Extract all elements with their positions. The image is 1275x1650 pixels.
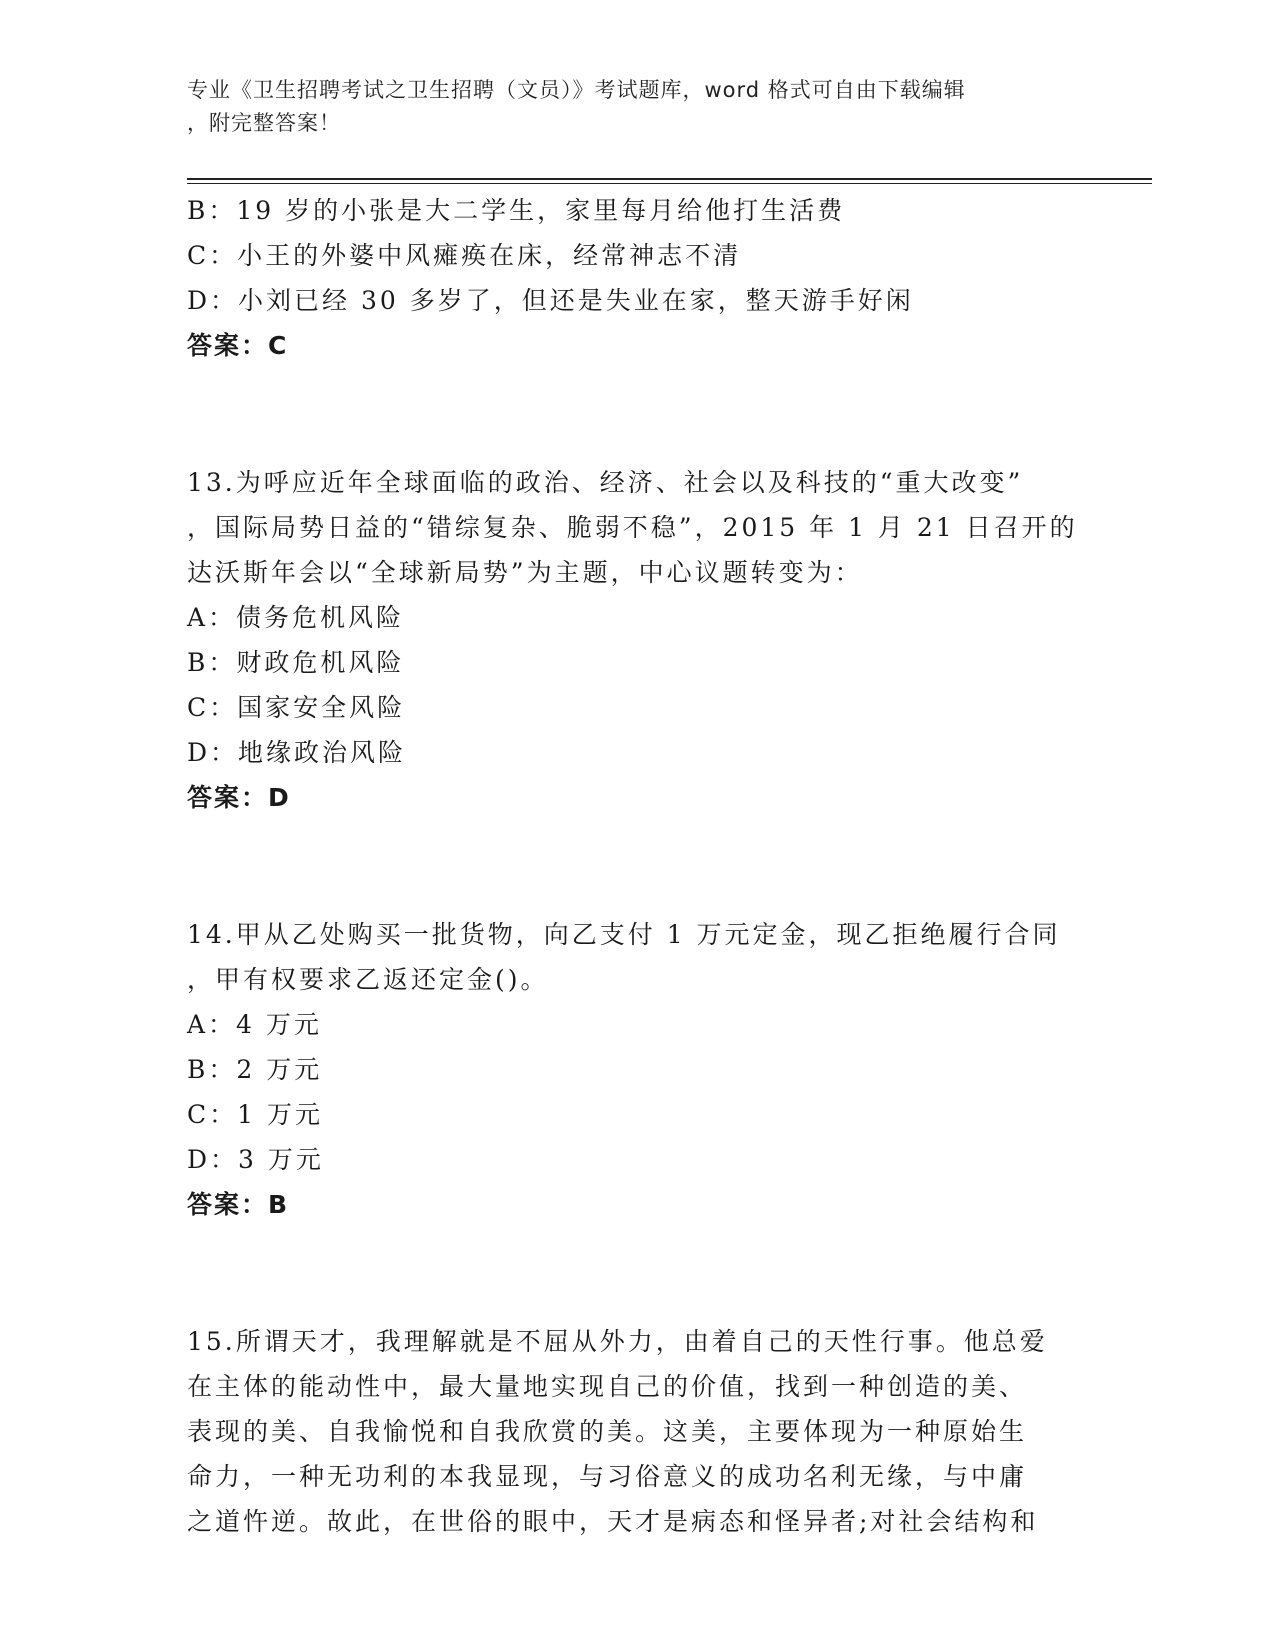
q13-option-b: B：财政危机风险 (187, 648, 405, 677)
q14-stem-line: ，甲有权要求乙返还定金()。 (187, 965, 549, 994)
q14-answer: 答案：B (187, 1190, 290, 1219)
q13-option-c: C：国家安全风险 (187, 693, 406, 722)
q15-stem-line: 之道忤逆。故此，在世俗的眼中，天才是病态和怪异者;对社会结构和 (187, 1507, 1039, 1536)
q15-stem-line: 表现的美、自我愉悦和自我欣赏的美。这美，主要体现为一种原始生 (187, 1417, 1028, 1446)
q14-stem-line: 14.甲从乙处购买一批货物，向乙支付 1 万元定金，现乙拒绝履行合同 (187, 920, 1061, 949)
page-header (187, 74, 1087, 140)
q15-stem-line: 15.所谓天才，我理解就是不屈从外力，由着自己的天性行事。他总爱 (187, 1327, 1048, 1356)
q12-option-b: B：19 岁的小张是大二学生，家里每月给他打生活费 (187, 196, 846, 225)
q14-option-b: B：2 万元 (187, 1055, 323, 1084)
q13-answer: 答案：D (187, 783, 291, 812)
q12-option-c: C：小王的外婆中风瘫痪在床，经常神志不清 (187, 241, 742, 270)
header-line-2: ，附完整答案！ (187, 111, 341, 135)
question-12 (187, 188, 1137, 368)
header-rule-thin (187, 183, 1152, 184)
header-rule-thick (187, 178, 1152, 180)
question-14 (187, 912, 1137, 1227)
q15-stem-line: 在主体的能动性中，最大量地实现自己的价值，找到一种创造的美、 (187, 1372, 1028, 1401)
question-15 (187, 1319, 1137, 1544)
q14-option-c: C：1 万元 (187, 1100, 323, 1129)
document-body (187, 188, 1137, 1544)
q13-option-d: D：地缘政治风险 (187, 738, 407, 767)
q14-option-d: D：3 万元 (187, 1145, 324, 1174)
q13-stem-line: ，国际局势日益的“错综复杂、脆弱不稳”，2015 年 1 月 21 日召开的 (187, 513, 1078, 542)
q14-option-a: A：4 万元 (187, 1010, 322, 1039)
q12-answer: 答案：C (187, 331, 289, 360)
q13-stem-line: 达沃斯年会以“全球新局势”为主题，中心议题转变为： (187, 558, 863, 587)
question-13 (187, 460, 1137, 820)
q13-option-a: A：债务危机风险 (187, 603, 405, 632)
header-line-1: 专业《卫生招聘考试之卫生招聘（文员）》考试题库，word 格式可自由下载编辑 (187, 78, 966, 102)
q13-stem-line: 13.为呼应近年全球面临的政治、经济、社会以及科技的“重大改变” (187, 468, 1024, 497)
q12-option-d: D：小刘已经 30 多岁了，但还是失业在家，整天游手好闲 (187, 286, 914, 315)
q15-stem-line: 命力，一种无功利的本我显现，与习俗意义的成功名利无缘，与中庸 (187, 1462, 1028, 1491)
